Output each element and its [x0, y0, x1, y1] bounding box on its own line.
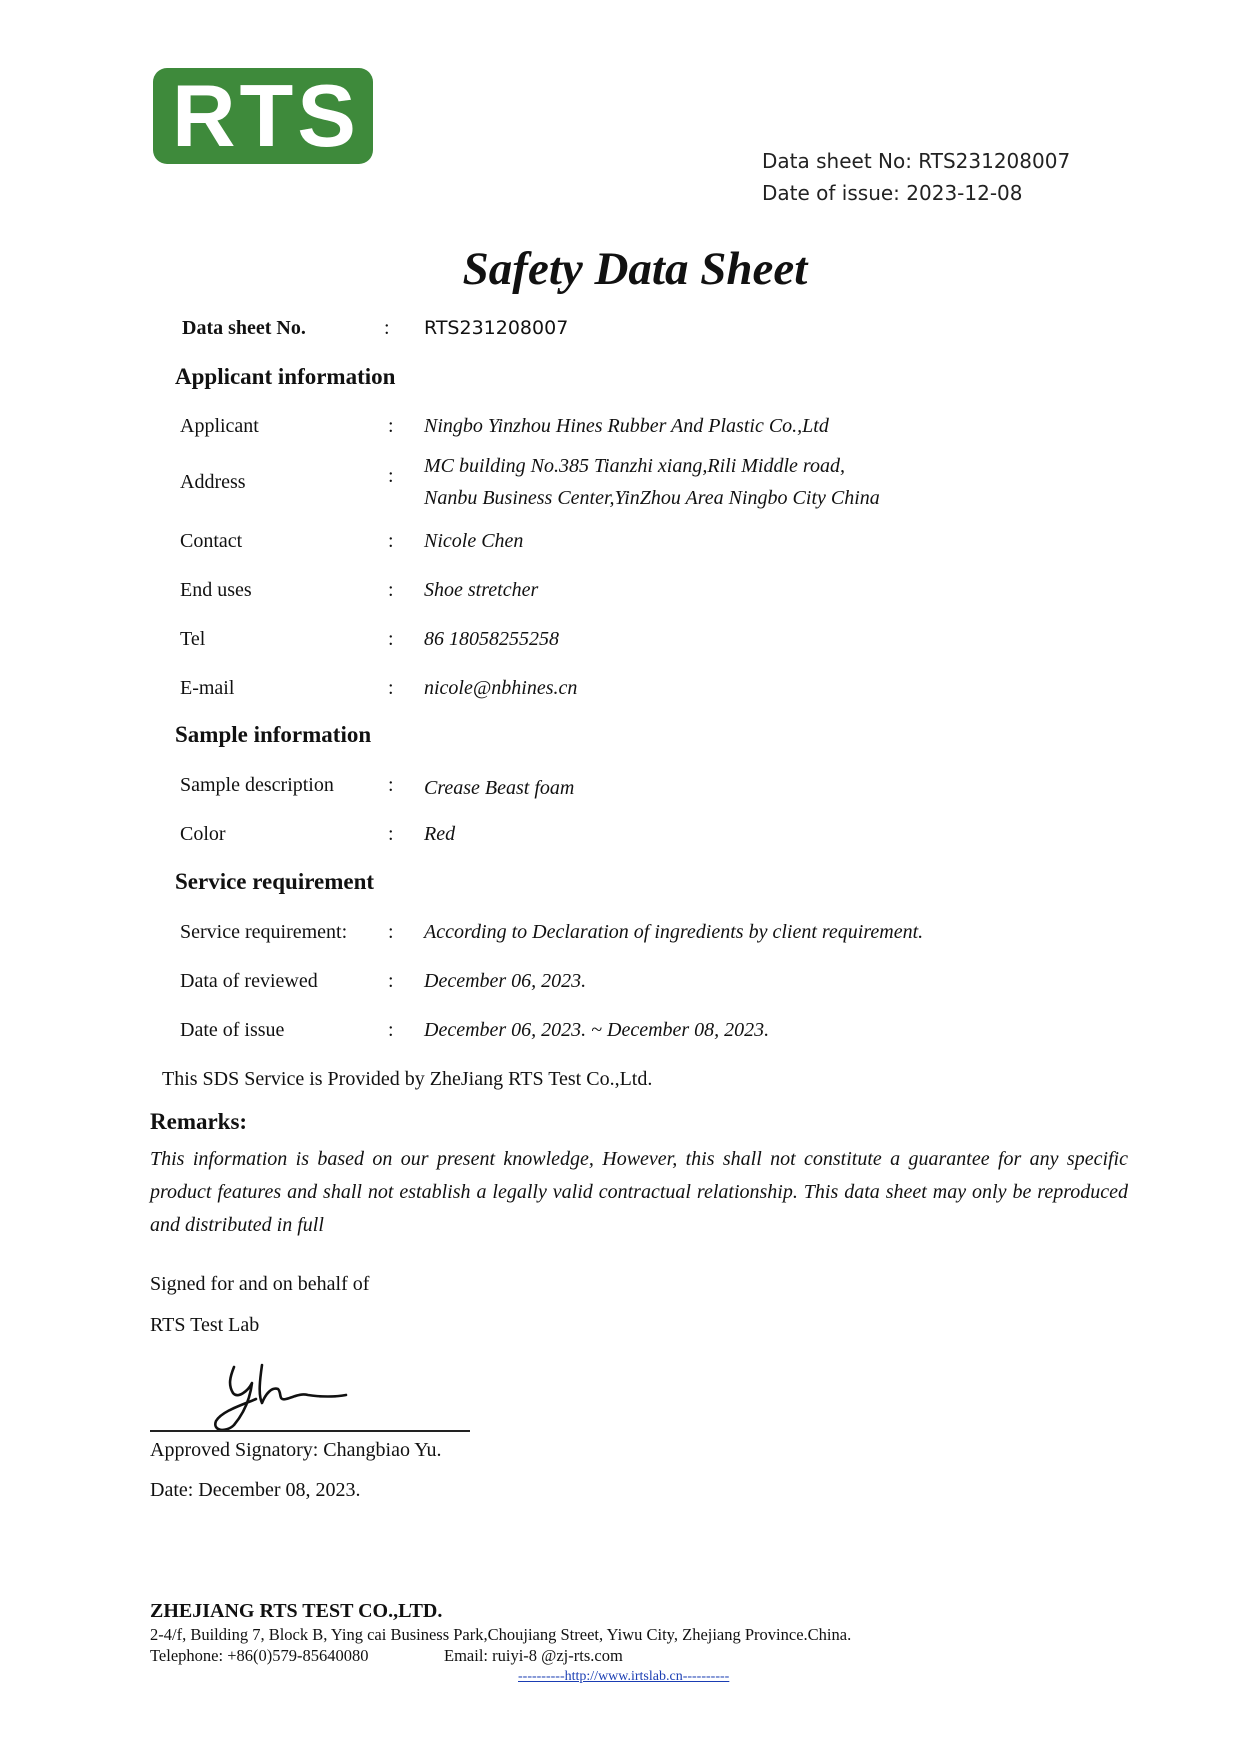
address-value-line2: Nanbu Business Center,YinZhou Area Ningbo City China	[424, 487, 880, 509]
end-uses-value: Shoe stretcher	[424, 579, 539, 601]
footer-company-name: ZHEJIANG RTS TEST CO.,LTD.	[150, 1600, 443, 1622]
contact-label: Contact	[180, 530, 243, 552]
tel-label: Tel	[180, 628, 206, 650]
address-label: Address	[180, 471, 246, 493]
date-of-issue-label: Date of issue	[180, 1019, 285, 1041]
email-value[interactable]: nicole@nbhines.cn	[424, 677, 578, 699]
sample-section-heading: Sample information	[175, 722, 372, 747]
end-uses-label: End uses	[180, 579, 252, 601]
signature-line	[150, 1430, 470, 1432]
handwritten-signature	[200, 1355, 360, 1435]
applicant-label: Applicant	[180, 415, 259, 437]
sample-description-value: Crease Beast foam	[424, 777, 575, 799]
signature-date: Date: December 08, 2023.	[150, 1479, 361, 1501]
page-title: Safety Data Sheet	[462, 243, 808, 295]
applicant-section-heading: Applicant information	[175, 364, 396, 389]
email-label: E-mail	[180, 677, 235, 699]
logo-text: RTS	[172, 66, 360, 165]
data-of-reviewed-label: Data of reviewed	[180, 970, 318, 992]
data-of-reviewed-value: December 06, 2023.	[424, 970, 587, 992]
color-label: Color	[180, 823, 226, 845]
service-requirement-colon: :	[388, 921, 394, 943]
sample-description-colon: :	[388, 774, 394, 796]
header-issue-date: Date of issue: 2023-12-08	[762, 181, 1023, 205]
approved-signatory: Approved Signatory: Changbiao Yu.	[150, 1439, 442, 1461]
signing-lab: RTS Test Lab	[150, 1314, 260, 1336]
tel-value: 86 18058255258	[424, 628, 559, 650]
contact-colon: :	[388, 530, 394, 552]
footer-website-link[interactable]: ----------http://www.irtslab.cn----------	[518, 1669, 730, 1684]
date-of-issue-value: December 06, 2023. ~ December 08, 2023.	[424, 1019, 770, 1041]
footer-address: 2-4/f, Building 7, Block B, Ying cai Business Park,Choujiang Street, Yiwu City, Zhejiang Province.China.	[150, 1625, 852, 1644]
address-value-line1: MC building No.385 Tianzhi xiang,Rili Middle road,	[424, 455, 845, 477]
remarks-heading: Remarks:	[150, 1109, 248, 1134]
sheet-no-colon: :	[384, 317, 390, 339]
sheet-no-label: Data sheet No.	[182, 317, 306, 339]
header-sheet-no: Data sheet No: RTS231208007	[762, 149, 1071, 173]
address-colon: :	[388, 465, 394, 487]
applicant-colon: :	[388, 415, 394, 437]
sample-description-label: Sample description	[180, 774, 334, 796]
contact-value: Nicole Chen	[424, 530, 524, 552]
service-requirement-value: According to Declaration of ingredients by client requirement.	[424, 921, 924, 943]
color-value: Red	[424, 823, 456, 845]
service-requirement-label: Service requirement:	[180, 921, 348, 943]
tel-colon: :	[388, 628, 394, 650]
data-of-reviewed-colon: :	[388, 970, 394, 992]
email-colon: :	[388, 677, 394, 699]
color-colon: :	[388, 823, 394, 845]
footer-email[interactable]: Email: ruiyi-8 @zj-rts.com	[444, 1646, 623, 1665]
sheet-no-value: RTS231208007	[424, 317, 569, 339]
signed-for-text: Signed for and on behalf of	[150, 1273, 370, 1295]
applicant-value: Ningbo Yinzhou Hines Rubber And Plastic Co.,Ltd	[424, 415, 829, 437]
provided-by-text: This SDS Service is Provided by ZheJiang RTS Test Co.,Ltd.	[162, 1068, 653, 1090]
end-uses-colon: :	[388, 579, 394, 601]
remarks-text: This information is based on our present knowledge, However, this shall not constitute a guarantee for any specific product features and shall not establish a legally valid contractual relationship. This data sheet may only be reproduced and distributed in full	[150, 1148, 1128, 1236]
service-section-heading: Service requirement	[175, 869, 375, 894]
footer-telephone: Telephone: +86(0)579-85640080	[150, 1646, 369, 1665]
date-of-issue-colon: :	[388, 1019, 394, 1041]
